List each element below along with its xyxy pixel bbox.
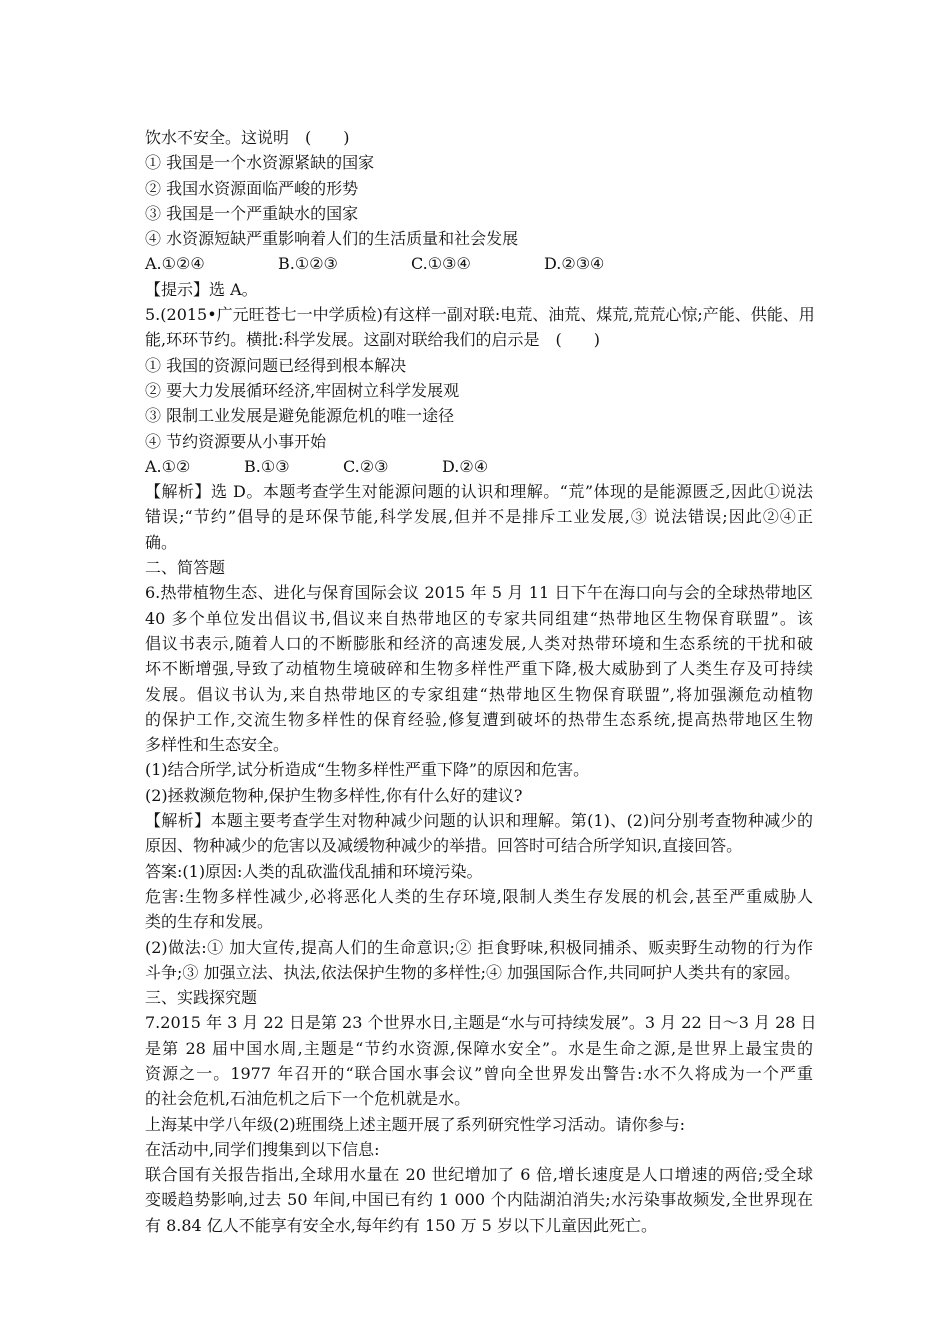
section-2-heading: 二、简答题 [145, 558, 226, 578]
q7-stem-line-8: 变暖趋势影响,过去 50 年间,中国已有约 1 000 个内陆湖泊消失;水污染事故频发,全世界现在 [145, 1190, 813, 1210]
q6-stem-line-6: 的保护工作,交流生物多样性的保育经验,修复遭到破坏的热带生态系统,提高热带地区生物 [145, 709, 813, 729]
q6-answer-line-4: (2)做法:① 加大宣传,提高人们的生命意识;② 拒食野味,积极同捕杀、贩卖野生动物的行为作 [145, 937, 813, 957]
q4-stem-tail: 饮水不安全。这说明 ( ) [145, 128, 350, 147]
q5-analysis-line-3: 确。 [145, 532, 178, 552]
q5-option-d: D.②④ [442, 456, 489, 476]
q6-analysis-line-1: 【解析】本题主要考查学生对物种减少问题的认识和理解。第(1)、(2)问分别考查物种减少的 [145, 811, 813, 831]
q6-stem-line-3: 倡议书表示,随着人口的不断膨胀和经济的高速发展,人类对热带环境和生态系统的干扰和破 [145, 633, 813, 653]
q7-stem-line-3: 资源之一。1977 年召开的“联合国水事会议”曾向全世界发出警告:水不久将成为一个严重 [145, 1063, 813, 1083]
q4-option-c: C.①③④ [411, 254, 471, 274]
q6-answer-line-2: 危害:生物多样性减少,必将恶化人类的生存环境,限制人类生存发展的机会,甚至严重威胁人 [145, 886, 813, 906]
q6-question-2: (2)拯救濒危物种,保护生物多样性,你有什么好的建议? [145, 785, 523, 805]
q5-option-b: B.①③ [244, 456, 290, 476]
q7-stem-line-4: 的社会危机,石油危机之后下一个危机就是水。 [145, 1089, 471, 1109]
q5-analysis-line-1: 【解析】选 D。本题考查学生对能源问题的认识和理解。“荒”体现的是能源匮乏,因此①说法 [145, 482, 813, 502]
q6-answer-line-3: 类的生存和发展。 [145, 912, 274, 932]
q4-option-a: A.①②④ [145, 254, 205, 274]
q7-stem-line-9: 有 8.84 亿人不能享有安全水,每年约有 150 万 5 岁以下儿童因此死亡。 [145, 1215, 657, 1235]
q5-statement-2: ② 要大力发展循环经济,牢固树立科学发展观 [145, 380, 460, 400]
q5-options [145, 454, 813, 479]
q5-option-a: A.①② [145, 456, 191, 476]
q6-stem-line-2: 40 多个单位发出倡议书,倡议来自热带地区的专家共同组建“热带地区生物保育联盟”。该 [145, 608, 813, 628]
q6-analysis-line-2: 原因、物种减少的危害以及减缓物种减少的举措。回答时可结合所学知识,直接回答。 [145, 836, 743, 856]
q6-stem-line-1: 6.热带植物生态、进化与保育国际会议 2015 年 5 月 11 日下午在海口向与会的全球热带地区 [145, 583, 813, 603]
q4-hint: 【提示】选 A。 [145, 279, 258, 299]
q5-statement-3: ③ 限制工业发展是避免能源危机的唯一途径 [145, 406, 455, 426]
q4-options [145, 251, 813, 276]
q4-statement-4: ④ 水资源短缺严重影响着人们的生活质量和社会发展 [145, 229, 519, 249]
q5-stem-line-2: 能,环环节约。横批:科学发展。这副对联给我们的启示是 ( ) [145, 330, 600, 350]
q5-stem-line-1: 5.(2015•广元旺苍七一中学质检)有这样一副对联:电荒、油荒、煤荒,荒荒心惊;产能、供能、用 [145, 305, 815, 325]
q6-stem-line-5: 发展。倡议书认为,来自热带地区的专家组建“热带地区生物保育联盟”,将加强濒危动植物 [145, 684, 813, 704]
q7-stem-line-6: 在活动中,同学们搜集到以下信息: [145, 1139, 380, 1159]
q7-stem-line-5: 上海某中学八年级(2)班围绕上述主题开展了系列研究性学习活动。请你参与: [145, 1114, 686, 1134]
q5-analysis-line-2: 错误;“节约”倡导的是环保节能,科学发展,但并不是排斥工业发展,③ 说法错误;因此②④正 [145, 507, 813, 527]
q6-answer-line-1: 答案:(1)原因:人类的乱砍滥伐乱捕和环境污染。 [145, 861, 483, 881]
q7-stem-line-7: 联合国有关报告指出,全球用水量在 20 世纪增加了 6 倍,增长速度是人口增速的两倍;受全球 [145, 1165, 813, 1185]
q6-answer-line-5: 斗争;③ 加强立法、执法,依法保护生物的多样性;④ 加强国际合作,共同呵护人类共有的家园。 [145, 962, 801, 982]
q4-statement-3: ③ 我国是一个严重缺水的国家 [145, 203, 359, 223]
section-3-heading: 三、实践探究题 [145, 988, 258, 1008]
q6-question-1: (1)结合所学,试分析造成“生物多样性严重下降”的原因和危害。 [145, 760, 590, 780]
q5-statement-4: ④ 节约资源要从小事开始 [145, 431, 327, 451]
q7-stem-line-2: 是第 28 届中国水周,主题是“节约水资源,保障水安全”。水是生命之源,是世界上最宝贵的 [145, 1038, 813, 1058]
q4-statement-2: ② 我国水资源面临严峻的形势 [145, 178, 359, 198]
document-page [145, 125, 817, 1238]
q5-option-c: C.②③ [343, 456, 389, 476]
q4-statement-1: ① 我国是一个水资源紧缺的国家 [145, 153, 375, 173]
q4-option-d: D.②③④ [544, 254, 605, 274]
q4-option-b: B.①②③ [278, 254, 338, 274]
q6-stem-line-7: 多样性和生态安全。 [145, 735, 290, 755]
q6-stem-line-4: 坏不断增强,导致了动植物生境破碎和生物多样性严重下降,极大威胁到了人类生存及可持续 [145, 659, 813, 679]
q7-stem-line-1: 7.2015 年 3 月 22 日是第 23 个世界水日,主题是“水与可持续发展”。3 月 22 日～3 月 28 日 [145, 1013, 817, 1033]
q5-statement-1: ① 我国的资源问题已经得到根本解决 [145, 355, 407, 375]
